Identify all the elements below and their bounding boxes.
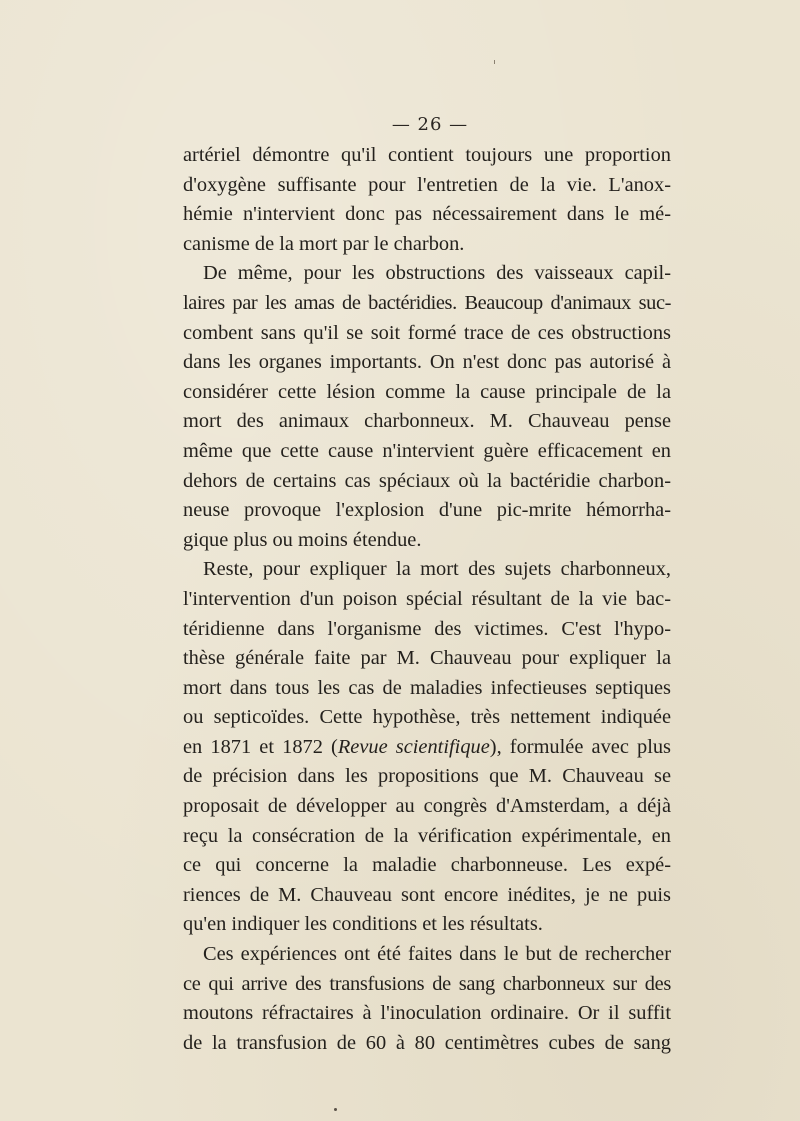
text-line: proposait de développer au congrès d'Amsterdam, a déjà [183,795,671,818]
text-line: mort dans tous les cas de maladies infectieuses septiques [183,676,671,699]
text-line: combent sans qu'il se soit formé trace de ces obstructions [183,321,671,344]
text-line: ce qui concerne la maladie charbonneuse. Les expé- [183,854,671,877]
text-line: de la transfusion de 60 à 80 centimètres cubes de sang [183,1031,671,1054]
text-line: ou septicoïdes. Cette hypothèse, très nettement indiquée [183,706,671,729]
italic-title: Revue scientifique [337,735,490,758]
text-line: artériel démontre qu'il contient toujours une proportion [183,144,671,166]
text-line: d'oxygène suffisante pour l'entretien de la vie. L'anox- [183,173,671,196]
text-line: thèse générale faite par M. Chauveau pour expliquer la [183,647,671,670]
text-line: canisme de la mort par le charbon. [183,232,465,255]
text-line: neuse provoque l'explosion d'une pic-mrite hémorrha- [183,499,671,522]
text-fragment: en 1871 et 1872 ( [183,735,338,758]
text-line: de précision dans les propositions que M. Chauveau se [183,765,671,788]
page-number: — 26 — [391,114,469,135]
text-line: ce qui arrive des transfusions de sang charbonneux sur des [183,972,671,995]
text-line: dehors de certains cas spéciaux où la bactéridie charbon- [183,469,671,492]
text-line: laires par les amas de bactéridies. Beaucoup d'animaux suc- [183,291,671,314]
text-fragment: ), formulée avec plus [489,735,671,758]
body-text [183,141,671,1058]
text-line: dans les organes importants. On n'est donc pas autorisé à [183,351,671,374]
text-line: moutons réfractaires à l'inoculation ordinaire. Or il suffit [183,1002,671,1025]
text-line: l'intervention d'un poison spécial résultant de la vie bac- [183,587,671,610]
text-line: téridienne dans l'organisme des victimes. C'est l'hypo- [183,617,671,640]
paper-speck [494,60,495,64]
text-line: De même, pour les obstructions des vaisseaux capil- [203,262,671,285]
text-line: considérer cette lésion comme la cause principale de la [183,380,671,403]
text-line: qu'en indiquer les conditions et les résultats. [183,913,543,936]
ink-dot [334,1108,337,1111]
text-line: riences de M. Chauveau sont encore inédites, je ne puis [183,883,671,906]
text-line: reçu la consécration de la vérification expérimentale, en [183,824,671,847]
text-line-with-italic [183,733,671,763]
text-line: Ces expériences ont été faites dans le but de rechercher [203,943,671,966]
text-line: gique plus ou moins étendue. [183,528,422,551]
text-line: hémie n'intervient donc pas nécessairement dans le mé- [183,203,671,226]
text-line: même que cette cause n'intervient guère efficacement en [183,439,671,462]
text-line: mort des animaux charbonneux. M. Chauveau pense [183,410,671,433]
text-line: Reste, pour expliquer la mort des sujets charbonneux, [203,558,671,581]
